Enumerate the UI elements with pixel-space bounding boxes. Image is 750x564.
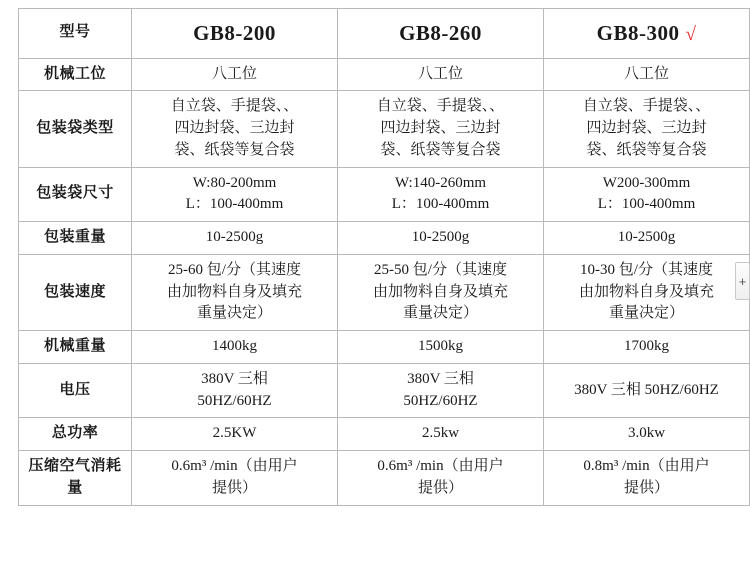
cell-line: 八工位: [211, 65, 257, 82]
cell-line: 袋、纸袋等复合袋: [586, 141, 707, 158]
cell-line: 10-2500g: [617, 229, 676, 246]
cell-pack-weight-gb8-260: [338, 222, 544, 255]
cell-line: 自立袋、手提袋、、: [170, 98, 299, 115]
cell-voltage-gb8-200: [132, 363, 338, 418]
cell-line: 3.0kw: [627, 425, 666, 442]
cell-pack-speed-gb8-200: [132, 254, 338, 330]
cell-bag-type-gb8-200: [132, 91, 338, 167]
row-label-station: 机械工位: [19, 58, 132, 91]
cell-line: 2.5kw: [421, 425, 460, 442]
cell-station-gb8-300: [544, 58, 750, 91]
cell-line: 自立袋、手提袋、、: [582, 98, 711, 115]
cell-pack-speed-gb8-260: [338, 254, 544, 330]
column-header-gb8-300-label: GB8-300: [596, 21, 680, 45]
cell-machine-weight-gb8-260: [338, 331, 544, 364]
row-label-bag-size: 包装袋尺寸: [19, 167, 132, 222]
cell-voltage-gb8-260: [338, 363, 544, 418]
cell-line: 自立袋、手提袋、、: [376, 98, 505, 115]
cell-line: 四边封袋、三边封: [174, 120, 295, 137]
cell-line: 380V 三相: [407, 370, 474, 387]
row-label-voltage: 电压: [19, 363, 132, 418]
cell-bag-size-gb8-260: [338, 167, 544, 222]
table-row: [19, 254, 750, 330]
cell-line: 八工位: [417, 65, 463, 82]
row-label-pack-speed: 包装速度: [19, 254, 132, 330]
cell-line: 提供）: [623, 479, 669, 496]
table-row: [19, 418, 750, 451]
cell-machine-weight-gb8-300: [544, 331, 750, 364]
cell-air-consumption-gb8-200: [132, 451, 338, 506]
cell-bag-type-gb8-260: [338, 91, 544, 167]
cell-line: 50HZ/60HZ: [197, 392, 272, 409]
table-row: [19, 167, 750, 222]
table-header-row: [19, 9, 750, 59]
cell-line: 由加物料自身及填充: [372, 283, 508, 300]
cell-line: 10-30 包/分（其速度: [580, 261, 713, 278]
table-row: [19, 222, 750, 255]
cell-line: 25-50 包/分（其速度: [374, 261, 507, 278]
table-row: [19, 331, 750, 364]
side-expand-button[interactable]: +: [735, 262, 750, 300]
cell-pack-speed-gb8-300: [544, 254, 750, 330]
cell-line: 0.6m³ /min（由用户: [377, 458, 504, 475]
cell-line: 50HZ/60HZ: [403, 392, 478, 409]
row-label-total-power: 总功率: [19, 418, 132, 451]
cell-line: 由加物料自身及填充: [578, 283, 714, 300]
cell-line: 10-2500g: [205, 229, 264, 246]
table-row: [19, 58, 750, 91]
column-header-model: 型号: [19, 9, 132, 59]
cell-total-power-gb8-260: [338, 418, 544, 451]
cell-bag-size-gb8-300: [544, 167, 750, 222]
cell-air-consumption-gb8-300: [544, 451, 750, 506]
cell-line: 提供）: [417, 479, 463, 496]
cell-line: 袋、纸袋等复合袋: [380, 141, 501, 158]
cell-line: 380V 三相: [201, 370, 268, 387]
cell-line: 八工位: [623, 65, 669, 82]
cell-line: L：100-400mm: [185, 196, 284, 213]
cell-station-gb8-260: [338, 58, 544, 91]
row-label-air-consumption: 压缩空气消耗量: [19, 451, 132, 506]
cell-line: 由加物料自身及填充: [166, 283, 302, 300]
cell-line: 0.8m³ /min（由用户: [583, 458, 710, 475]
cell-line: W:140-260mm: [394, 174, 487, 191]
cell-line: 1400kg: [212, 338, 257, 355]
table-row: [19, 451, 750, 506]
cell-line: 1700kg: [624, 338, 669, 355]
cell-line: W200-300mm: [602, 174, 691, 191]
cell-line: 2.5KW: [212, 425, 257, 442]
table-row: [19, 363, 750, 418]
row-label-pack-weight: 包装重量: [19, 222, 132, 255]
column-header-gb8-300: [544, 9, 750, 59]
cell-line: 380V 三相 50HZ/60HZ: [574, 381, 719, 398]
cell-total-power-gb8-200: [132, 418, 338, 451]
row-label-machine-weight: 机械重量: [19, 331, 132, 364]
cell-line: 25-60 包/分（其速度: [168, 261, 301, 278]
column-header-gb8-260: GB8-260: [338, 9, 544, 59]
cell-total-power-gb8-300: [544, 418, 750, 451]
spec-table-container: [18, 8, 719, 506]
cell-line: 四边封袋、三边封: [586, 120, 707, 137]
cell-voltage-gb8-300: [544, 363, 750, 418]
cell-line: 0.6m³ /min（由用户: [171, 458, 298, 475]
cell-bag-type-gb8-300: [544, 91, 750, 167]
spec-table-body: [19, 9, 750, 506]
spec-table: [18, 8, 750, 506]
cell-station-gb8-200: [132, 58, 338, 91]
cell-line: 重量决定）: [608, 305, 684, 322]
cell-air-consumption-gb8-260: [338, 451, 544, 506]
check-mark-icon: √: [685, 24, 697, 45]
cell-line: 1500kg: [418, 338, 463, 355]
cell-line: W:80-200mm: [192, 174, 277, 191]
cell-line: 四边封袋、三边封: [380, 120, 501, 137]
cell-line: L：100-400mm: [391, 196, 490, 213]
column-header-gb8-200: GB8-200: [132, 9, 338, 59]
cell-line: 袋、纸袋等复合袋: [174, 141, 295, 158]
table-row: [19, 91, 750, 167]
cell-line: 重量决定）: [402, 305, 478, 322]
cell-line: L：100-400mm: [597, 196, 696, 213]
cell-bag-size-gb8-200: [132, 167, 338, 222]
cell-machine-weight-gb8-200: [132, 331, 338, 364]
cell-line: 提供）: [211, 479, 257, 496]
cell-line: 重量决定）: [196, 305, 272, 322]
cell-pack-weight-gb8-300: [544, 222, 750, 255]
row-label-bag-type: 包装袋类型: [19, 91, 132, 167]
cell-line: 10-2500g: [411, 229, 470, 246]
cell-pack-weight-gb8-200: [132, 222, 338, 255]
